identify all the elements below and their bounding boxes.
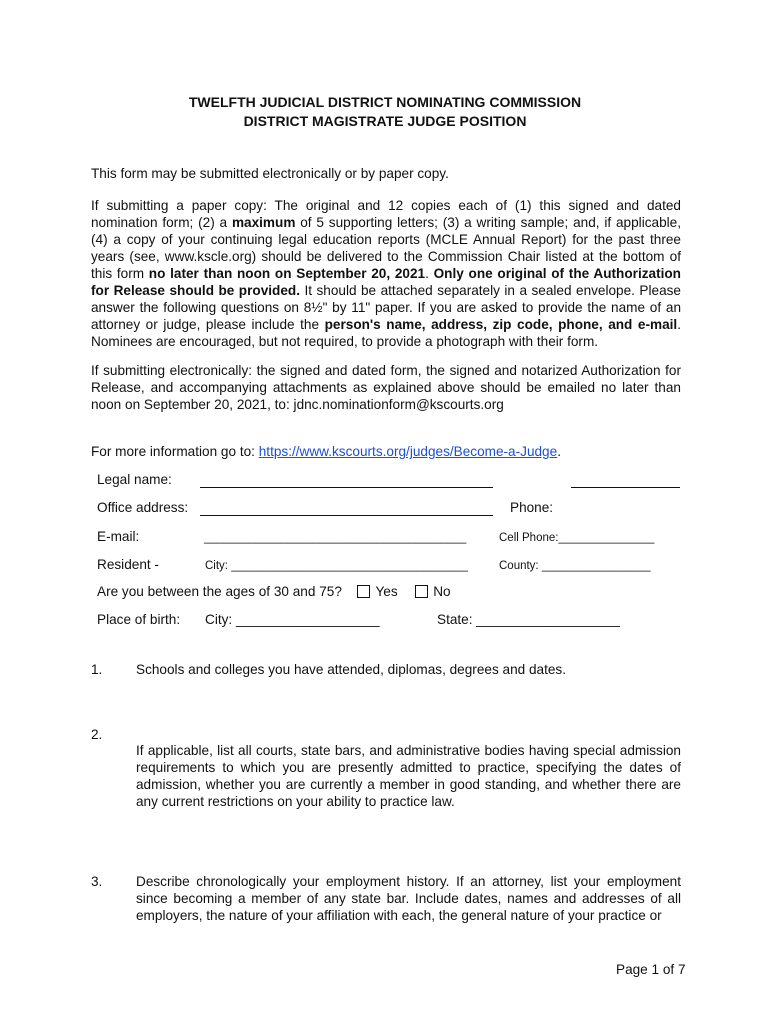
question-1-text: Schools and colleges you have attended, diplomas, degrees and dates.: [136, 662, 567, 677]
email-label: E-mail:: [97, 529, 140, 544]
no-label: No: [433, 584, 451, 599]
paper-bold-authorization: Only one original of the Authorization for Release should be provided.: [91, 266, 681, 298]
legal-name-line[interactable]: [200, 487, 493, 488]
paper-text-2: of 5 supporting letters; (3) a writing sample; and, if applicable, (4) a copy of your continuing legal education reports (MCLE Annual Report) for the past three years (see, www.kscle.org) should be delivered to the Commission Chair listed at the bottom of this form: [91, 215, 681, 281]
birth-state-field[interactable]: State: ___________________: [437, 612, 620, 627]
paper-bold-contact: person's name, address, zip code, phone, and e-mail: [324, 317, 678, 332]
question-3-number: 3.: [91, 874, 103, 889]
place-of-birth-label: Place of birth:: [97, 612, 181, 627]
question-2-text: If applicable, list all courts, state bars, and administrative bodies having special admission requirements to which you are presently admitted to practice, specifying the dates of admission, whether you are currently a member in good standing, and whether there are any current restrictions on your ability to practice law.: [136, 743, 681, 809]
become-a-judge-link[interactable]: https://www.kscourts.org/judges/Become-a-Judge: [258, 444, 558, 459]
paper-text-3: .: [425, 266, 434, 281]
age-question-label: Are you between the ages of 30 and 75?: [97, 584, 342, 599]
office-address-line[interactable]: [200, 515, 493, 516]
paper-bold-deadline: no later than noon on September 20, 2021: [148, 266, 426, 281]
heading-position: DISTRICT MAGISTRATE JUDGE POSITION: [243, 113, 527, 129]
question-1-number: 1.: [91, 662, 103, 677]
office-address-label: Office address:: [97, 500, 189, 515]
more-info-label: For more information go to:: [91, 444, 259, 459]
age-question-row: [97, 583, 451, 600]
legal-name-label: Legal name:: [97, 472, 172, 487]
paper-bold-maximum: maximum: [231, 215, 296, 230]
paper-text-4: It should be attached separately in a sealed envelope. Please answer the following questions on 8½" by 11" paper. If you are asked to provide the name of an attorney or judge, please include the: [91, 283, 681, 332]
yes-checkbox[interactable]: [357, 585, 370, 598]
electronic-paragraph: If submitting electronically: the signed and dated form, the signed and notarized Authorization for Release, and accompanying attachments as explained above should be emailed no later than noon on September 20, 2021, to: jdnc.nominationform@kscourts.org: [91, 363, 681, 412]
phone-label: Phone:: [510, 500, 554, 515]
yes-label: Yes: [375, 584, 398, 599]
question-2-number: 2.: [91, 727, 103, 742]
heading-commission: TWELFTH JUDICIAL DISTRICT NOMINATING COMMISSION: [188, 94, 582, 110]
email-field[interactable]: _________________________________________: [204, 532, 467, 544]
intro-text: This form may be submitted electronically or by paper copy.: [91, 166, 449, 181]
paper-text-1: If submitting a paper copy: The original and 12 copies each of (1) this signed and dated nomination form; (2) a: [91, 198, 681, 230]
cell-phone-field[interactable]: Cell Phone:_______________: [499, 532, 655, 544]
more-info-period: .: [557, 444, 561, 459]
county-field[interactable]: County: _________________: [499, 560, 651, 572]
legal-name-extra-line[interactable]: [571, 487, 680, 488]
question-3-text: Describe chronologically your employment history. If an attorney, list your employment since becoming a member of any state bar. Include dates, names and addresses of all employers, the nature of your affiliation with each, the general nature of your practice or: [136, 874, 681, 923]
paper-text-5: . Nominees are encouraged, but not required, to provide a photograph with their form.: [91, 317, 681, 349]
paper-copy-paragraph: [91, 197, 681, 350]
no-checkbox[interactable]: [415, 585, 428, 598]
more-info-line: [91, 443, 681, 460]
resident-city-field[interactable]: City: _____________________________________: [205, 560, 468, 572]
birth-city-field[interactable]: City: ___________________: [205, 612, 380, 627]
page-number: Page 1 of 7: [616, 962, 686, 977]
resident-label: Resident -: [97, 557, 159, 572]
